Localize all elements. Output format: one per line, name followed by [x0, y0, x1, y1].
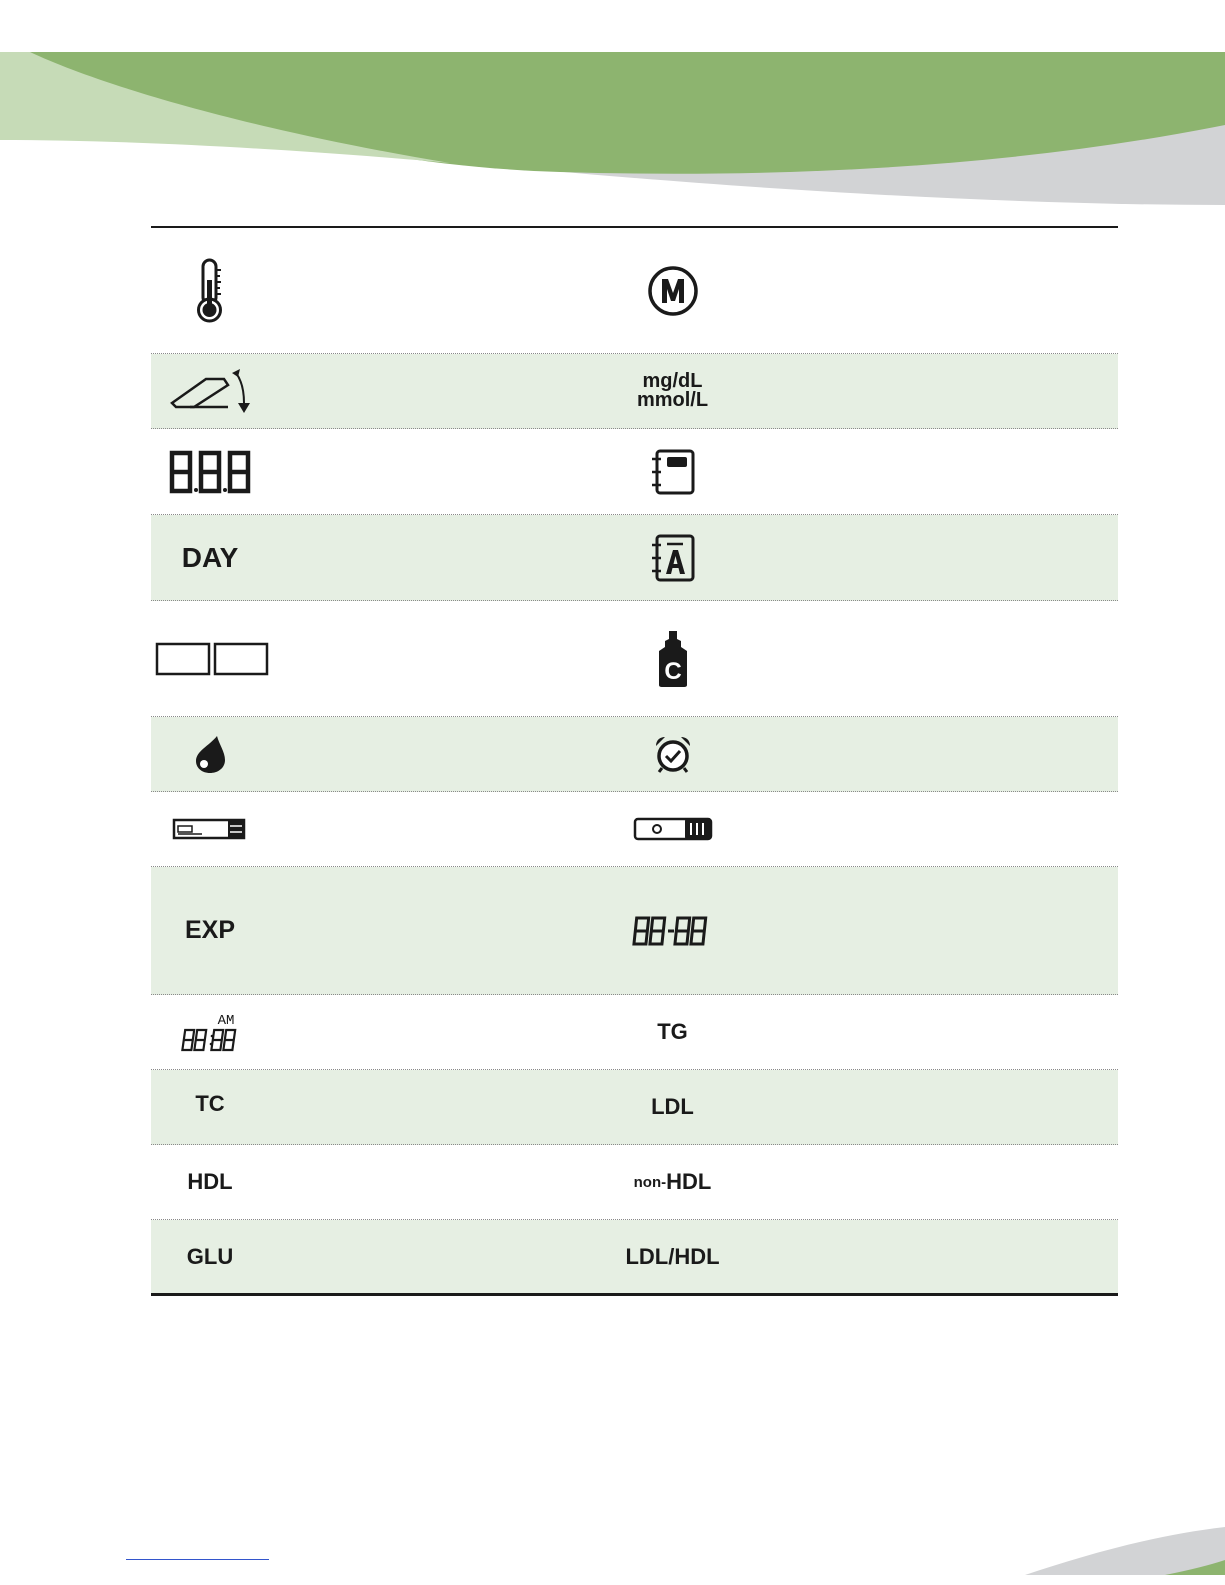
table-row: [151, 792, 1118, 867]
row-right-cell: [635, 601, 1119, 716]
row-left-cell: [151, 601, 635, 716]
row-right-cell: [635, 354, 1119, 428]
units-label: [603, 372, 743, 410]
ldl-hdl-ratio-label: LDL/HDL: [625, 1243, 720, 1269]
row-right-cell: [635, 1070, 1119, 1144]
row-right-cell: [635, 717, 1119, 791]
lcd-date-8888-icon: [603, 915, 743, 947]
row-right-cell: [635, 792, 1119, 866]
unit-mmol-l: mmol/L: [636, 389, 709, 411]
non-hdl-label: non- HDL: [633, 1169, 712, 1194]
row-left-cell: [151, 792, 635, 866]
two-boxes-icon: [151, 642, 273, 676]
row-left-cell: [151, 1070, 635, 1144]
row-left-cell: [151, 354, 635, 428]
table-row: [151, 867, 1118, 995]
test-strip-icon: [151, 818, 269, 840]
lcd-digits-888-icon: [151, 450, 269, 494]
lcd-time-am-icon: [151, 1010, 269, 1054]
table-row: [151, 228, 1118, 354]
table-row: [151, 1070, 1118, 1145]
unit-mg-dl: mg/dL: [642, 370, 703, 392]
row-left-cell: [151, 1145, 635, 1219]
notebook-memory-icon: [603, 448, 743, 496]
blood-drop-icon: [151, 734, 269, 774]
row-left-cell: [151, 867, 635, 994]
strip-insertion-icon: [151, 367, 269, 415]
tc-label: TC: [195, 1091, 225, 1116]
table-row: [151, 515, 1118, 601]
table-row: [151, 1220, 1118, 1293]
row-right-cell: [635, 995, 1119, 1069]
row-left-cell: [151, 717, 635, 791]
svg-text:AM: AM: [217, 1013, 235, 1029]
thermometer-icon: [151, 258, 269, 324]
table-row: [151, 717, 1118, 792]
svg-text:C: C: [663, 657, 682, 685]
notebook-average-icon: [603, 533, 743, 583]
control-solution-bottle-icon: [603, 629, 743, 689]
hdl-label: HDL: [187, 1169, 233, 1194]
row-left-cell: [151, 429, 635, 514]
table-row: [151, 601, 1118, 717]
row-left-cell: [151, 1220, 635, 1293]
row-left-cell: [151, 515, 635, 600]
header-banner: [0, 0, 1225, 205]
code-chip-icon: [603, 816, 743, 842]
table-row: [151, 1145, 1118, 1220]
symbol-table: [151, 226, 1118, 1296]
footer-corner-swoosh: [1025, 1515, 1225, 1585]
exp-label: EXP: [184, 916, 236, 944]
row-left-cell: [151, 228, 635, 353]
ldl-label: LDL: [651, 1094, 694, 1119]
table-row: [151, 995, 1118, 1070]
glu-label: GLU: [186, 1243, 234, 1269]
table-row: [151, 429, 1118, 515]
table-row: [151, 354, 1118, 429]
row-right-cell: [625, 1220, 1119, 1293]
row-right-cell: [635, 228, 1119, 353]
tg-label: TG: [657, 1019, 688, 1044]
day-label: DAY: [181, 541, 239, 573]
row-right-cell: [635, 515, 1119, 600]
row-right-cell: [635, 867, 1119, 994]
row-right-cell: [635, 429, 1119, 514]
row-right-cell: [635, 1145, 1119, 1219]
row-left-cell: [151, 995, 635, 1069]
footer-link-underline: [126, 1559, 269, 1560]
alarm-clock-icon: [603, 734, 743, 774]
memory-m-icon: [603, 265, 743, 317]
